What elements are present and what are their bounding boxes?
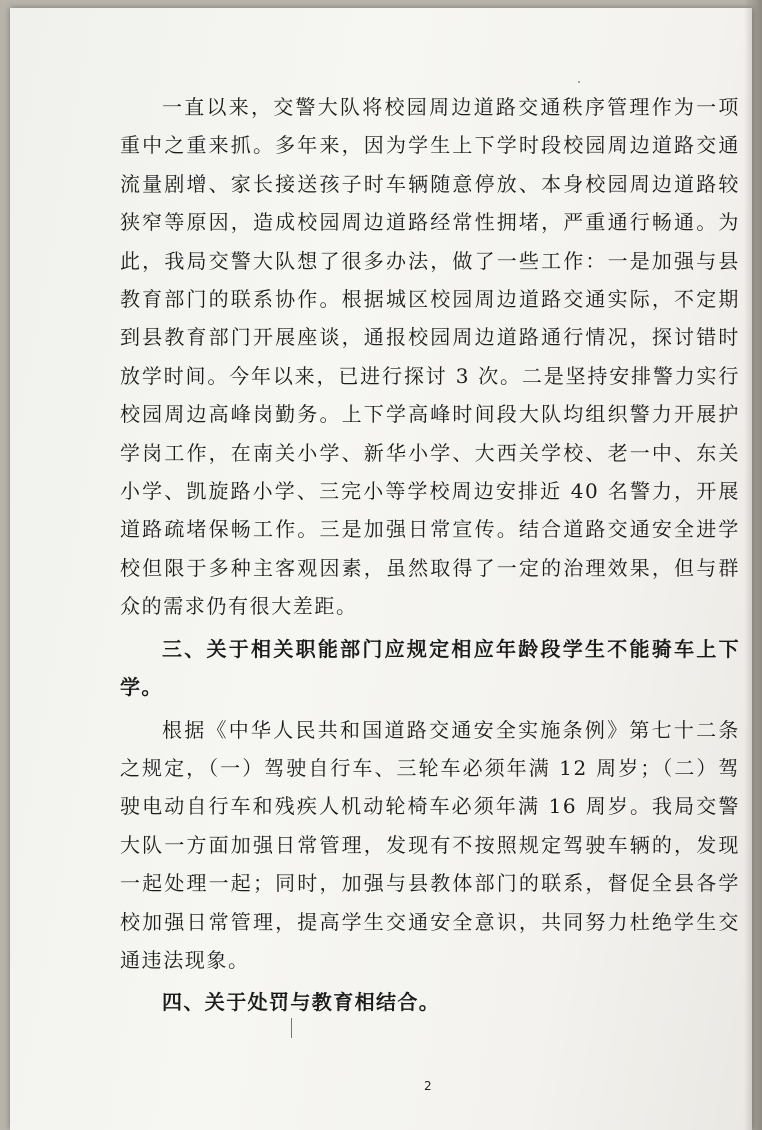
paragraph-traffic-management: 一直以来，交警大队将校园周边道路交通秩序管理作为一项重中之重来抓。多年来，因为学生上下学时段校园周边道路交通流量剧增、家长接送孩子时车辆随意停放、本身校园周边道路较狭窄等原因，造成校园周边道路经常性拥堵，严重通行畅通。为此，我局交警大队想了很多办法，做了一些工作：一是加强与县教育部门的联系协作。根据城区校园周边道路交通实际，不定期到县教育部门开展座谈，通报校园周边道路通行情况，探讨错时放学时间。今年以来，已进行探讨 3 次。二是坚持安排警力实行校园周边高峰岗勤务。上下学高峰时间段大队均组织警力开展护学岗工作，在南关小学、新华小学、大西关学校、老一中、东关小学、凯旋路小学、三完小等学校周边安排近 40 名警力，开展道路疏堵保畅工作。三是加强日常宣传。结合道路交通安全进学校但限于多种主客观因素，虽然取得了一定的治理效果，但与群众的需求仍有很大差距。 (120, 95, 740, 619)
paragraph-regulation-age: 根据《中华人民共和国道路交通安全实施条例》第七十二条之规定，（一）驾驶自行车、三轮车必须年满 12 周岁；（二）驾驶电动自行车和残疾人机动轮椅车必须年满 16 周岁。我局交警大队一方面加强日常管理，发现有不按照规定驾驶车辆的，发现一起处理一起；同时，加强与县教体部门的联系，督促全县各学校加强日常管理，提高学生交通安全意识，共同努力杜绝学生交通违法现象。 (120, 717, 740, 972)
page-number: 2 (424, 1079, 432, 1093)
paper-speck (578, 81, 580, 83)
document-page (10, 8, 752, 1130)
page-edge-shadow (744, 0, 762, 1130)
heading-section-four: 四、关于处罚与教育相结合。 (162, 990, 441, 1015)
heading-section-three: 三、关于相关职能部门应规定相应年龄段学生不能骑车上下学。 (120, 636, 740, 700)
pen-mark (291, 1018, 292, 1038)
document-body (120, 88, 740, 1026)
